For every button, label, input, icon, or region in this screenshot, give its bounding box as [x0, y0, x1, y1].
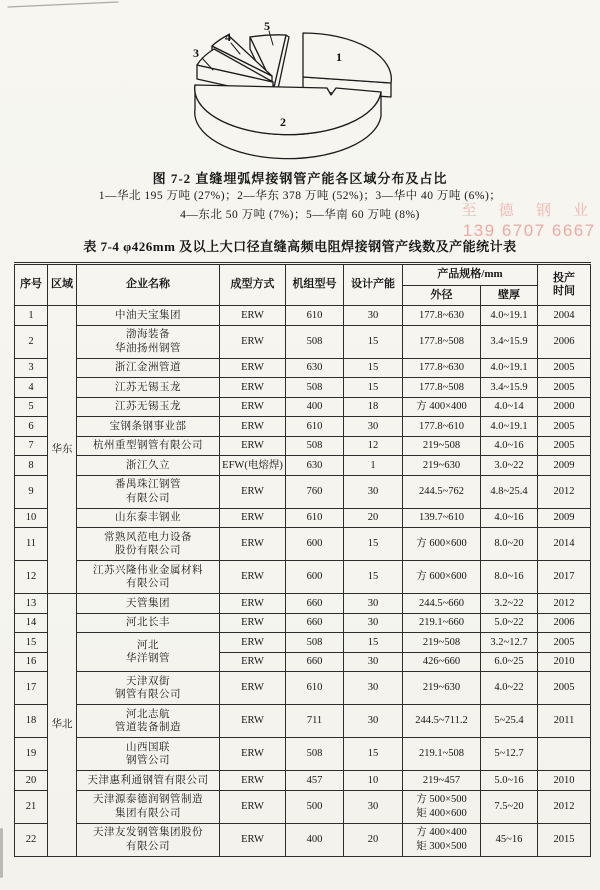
cell-od: 方 500×500 矩 400×600: [403, 790, 481, 823]
cell-capacity: 15: [344, 325, 403, 358]
cell-no: 18: [15, 705, 48, 738]
cell-od: 244.5~762: [403, 475, 481, 508]
cell-forming: ERW: [220, 561, 286, 594]
cell-no: 7: [15, 436, 48, 456]
cell-no: 15: [15, 633, 48, 653]
pie-chart: [0, 0, 600, 165]
cell-capacity: 30: [344, 790, 403, 823]
cell-wt: 3.2~22: [481, 594, 538, 614]
cell-forming: ERW: [220, 417, 286, 437]
cell-no: 1: [15, 306, 48, 326]
cell-year: 2012: [538, 594, 591, 614]
header-spec: 产品规格/mm: [403, 264, 538, 286]
cell-unit: 457: [286, 771, 344, 791]
cell-unit: 600: [286, 561, 344, 594]
table-row: [15, 456, 591, 476]
cell-unit: 660: [286, 594, 344, 614]
cell-capacity: 30: [344, 613, 403, 633]
cell-forming: ERW: [220, 613, 286, 633]
cell-wt: 4.8~25.4: [481, 475, 538, 508]
table-row: [15, 397, 591, 417]
cell-unit: 711: [286, 705, 344, 738]
cell-wt: 4.0~19.1: [481, 306, 538, 326]
cell-unit: 508: [286, 738, 344, 771]
table-row: [15, 475, 591, 508]
figure-caption-line2: 4—东北 50 万吨 (7%)；5—华南 60 万吨 (8%): [180, 209, 420, 221]
cell-unit: 660: [286, 613, 344, 633]
cell-year: 2009: [538, 456, 591, 476]
header-region: 区域: [48, 264, 77, 306]
table-row: [15, 508, 591, 528]
cell-year: 2005: [538, 436, 591, 456]
table-row: [15, 378, 591, 398]
header-year-line1: 投产: [553, 271, 576, 284]
cell-capacity: 20: [344, 508, 403, 528]
cell-year: 2017: [538, 561, 591, 594]
cell-wt: 4.0~16: [481, 436, 538, 456]
cell-year: 2006: [538, 613, 591, 633]
cell-unit: 400: [286, 397, 344, 417]
cell-unit: 508: [286, 325, 344, 358]
cell-year: 2012: [538, 475, 591, 508]
cell-od: 219.1~508: [403, 738, 481, 771]
cell-forming: ERW: [220, 790, 286, 823]
cell-year: 2006: [538, 325, 591, 358]
cell-unit: 610: [286, 417, 344, 437]
cell-forming: ERW: [220, 823, 286, 856]
cell-year: 2009: [538, 508, 591, 528]
cell-unit: 660: [286, 652, 344, 672]
cell-year: 2010: [538, 652, 591, 672]
header-year: [538, 264, 591, 306]
cell-capacity: 15: [344, 738, 403, 771]
cell-od: 177.8~508: [403, 325, 481, 358]
pie-label-1: 1: [336, 50, 342, 64]
statistics-table: [14, 262, 591, 857]
cell-no: 2: [15, 325, 48, 358]
cell-forming: ERW: [220, 771, 286, 791]
cell-od: 426~660: [403, 652, 481, 672]
cell-forming: ERW: [220, 672, 286, 705]
cell-wt: 4.0~16: [481, 508, 538, 528]
table-row: [15, 325, 591, 358]
cell-no: 17: [15, 672, 48, 705]
table-row: [15, 436, 591, 456]
table-row: [15, 417, 591, 437]
cell-no: 16: [15, 652, 48, 672]
cell-company: 天津源泰德润钢管制造 集团有限公司: [77, 790, 220, 823]
cell-forming: ERW: [220, 705, 286, 738]
cell-wt: 4.0~19.1: [481, 358, 538, 378]
cell-company: 常熟风范电力设备 股份有限公司: [77, 528, 220, 561]
pie-label-3: 3: [193, 46, 199, 60]
cell-capacity: 10: [344, 771, 403, 791]
watermark-phone: 139 6707 6667: [462, 221, 596, 240]
table-row: [15, 771, 591, 791]
cell-capacity: 30: [344, 475, 403, 508]
cell-company: 山东泰丰钢业: [77, 508, 220, 528]
cell-wt: 5.0~22: [481, 613, 538, 633]
cell-wt: 5~25.4: [481, 705, 538, 738]
cell-year: 2011: [538, 705, 591, 738]
cell-od: 177.8~630: [403, 306, 481, 326]
cell-company: 天津双街 钢管有限公司: [77, 672, 220, 705]
cell-capacity: 30: [344, 417, 403, 437]
cell-year: 2000: [538, 397, 591, 417]
cell-od: 244.5~711.2: [403, 705, 481, 738]
cell-forming: ERW: [220, 358, 286, 378]
cell-wt: 45~16: [481, 823, 538, 856]
cell-year: 2015: [538, 823, 591, 856]
header-no: 序号: [15, 264, 48, 306]
cell-company: 天津友发钢管集团股份 有限公司: [77, 823, 220, 856]
cell-company: 番禺珠江钢管 有限公司: [77, 475, 220, 508]
cell-wt: 4.0~19.1: [481, 417, 538, 437]
cell-company: 杭州重型钢管有限公司: [77, 436, 220, 456]
cell-capacity: 30: [344, 672, 403, 705]
cell-od: 219~457: [403, 771, 481, 791]
cell-capacity: 30: [344, 594, 403, 614]
table-row: [15, 594, 591, 614]
cell-no: 8: [15, 456, 48, 476]
cell-od: 219.1~660: [403, 613, 481, 633]
table-header: [15, 264, 591, 306]
cell-company: 河北志航 管道装备制造: [77, 705, 220, 738]
cell-od: 方 600×600: [403, 528, 481, 561]
pie-label-4: 4: [225, 30, 231, 44]
header-wt: 壁厚: [481, 285, 538, 306]
cell-company: 浙江久立: [77, 456, 220, 476]
cell-no: 19: [15, 738, 48, 771]
cell-company: 渤海装备 华油扬州钢管: [77, 325, 220, 358]
cell-od: 219~508: [403, 436, 481, 456]
cell-od: 方 600×600: [403, 561, 481, 594]
cell-forming: ERW: [220, 306, 286, 326]
cell-company: 河北长丰: [77, 613, 220, 633]
cell-forming: ERW: [220, 436, 286, 456]
cell-od: 177.8~610: [403, 417, 481, 437]
cell-company: 江苏无锡玉龙: [77, 397, 220, 417]
cell-company: 江苏无锡玉龙: [77, 378, 220, 398]
cell-year: 2012: [538, 790, 591, 823]
cell-company: 河北 华洋钢管: [77, 633, 220, 672]
cell-capacity: 12: [344, 436, 403, 456]
cell-capacity: 15: [344, 378, 403, 398]
cell-unit: 610: [286, 672, 344, 705]
cell-no: 13: [15, 594, 48, 614]
cell-company: 浙江金洲管道: [77, 358, 220, 378]
cell-region: 华东: [48, 306, 77, 594]
cell-year: 2004: [538, 306, 591, 326]
table-row: [15, 705, 591, 738]
cell-od: 219~508: [403, 633, 481, 653]
table-row: [15, 738, 591, 771]
cell-wt: 3.4~15.9: [481, 378, 538, 398]
cell-no: 22: [15, 823, 48, 856]
cell-capacity: 15: [344, 358, 403, 378]
table-body: [15, 306, 591, 857]
cell-wt: 5.0~16: [481, 771, 538, 791]
cell-unit: 508: [286, 633, 344, 653]
cell-od: 方 400×400: [403, 397, 481, 417]
cell-no: 12: [15, 561, 48, 594]
cell-forming: ERW: [220, 594, 286, 614]
table-row: [15, 823, 591, 856]
cell-company: 天津惠利通钢管有限公司: [77, 771, 220, 791]
figure-caption-line1: 1—华北 195 万吨 (27%)；2—华东 378 万吨 (52%)；3—华中 40 万吨 (6%)；: [98, 190, 502, 202]
cell-year: 2014: [538, 528, 591, 561]
cell-forming: ERW: [220, 475, 286, 508]
cell-wt: 8.0~20: [481, 528, 538, 561]
cell-capacity: 18: [344, 397, 403, 417]
cell-od: 177.8~630: [403, 358, 481, 378]
cell-od: 244.5~660: [403, 594, 481, 614]
cell-forming: ERW: [220, 508, 286, 528]
cell-od: 219~630: [403, 672, 481, 705]
cell-year: 2005: [538, 672, 591, 705]
cell-capacity: 15: [344, 561, 403, 594]
table-row: [15, 790, 591, 823]
cell-no: 9: [15, 475, 48, 508]
header-capacity: 设计产能: [344, 264, 403, 306]
header-od: 外径: [403, 285, 481, 306]
scan-edge-shadow: [0, 828, 3, 878]
cell-region: 华北: [48, 594, 77, 857]
cell-forming: ERW: [220, 652, 286, 672]
cell-wt: 5~12.7: [481, 738, 538, 771]
cell-forming: ERW: [220, 378, 286, 398]
cell-wt: 8.0~16: [481, 561, 538, 594]
cell-company: 天管集团: [77, 594, 220, 614]
cell-od: 方 400×400 矩 300×500: [403, 823, 481, 856]
cell-unit: 600: [286, 528, 344, 561]
cell-no: 21: [15, 790, 48, 823]
cell-capacity: 20: [344, 823, 403, 856]
cell-capacity: 1: [344, 456, 403, 476]
cell-year: [538, 738, 591, 771]
cell-od: 177.8~508: [403, 378, 481, 398]
table-row: [15, 306, 591, 326]
cell-no: 20: [15, 771, 48, 791]
cell-wt: 3.2~12.7: [481, 633, 538, 653]
cell-unit: 610: [286, 306, 344, 326]
cell-no: 6: [15, 417, 48, 437]
cell-year: 2005: [538, 417, 591, 437]
figure-caption-title: 图 7-2 直缝埋弧焊接钢管产能各区域分布及占比: [152, 171, 448, 186]
pie-label-2: 2: [280, 115, 286, 129]
table-row: [15, 528, 591, 561]
cell-unit: 760: [286, 475, 344, 508]
cell-year: 2005: [538, 633, 591, 653]
cell-year: 2010: [538, 771, 591, 791]
cell-no: 10: [15, 508, 48, 528]
header-company: 企业名称: [77, 264, 220, 306]
header-forming: 成型方式: [220, 264, 286, 306]
cell-unit: 630: [286, 358, 344, 378]
pie-label-5: 5: [264, 19, 270, 33]
cell-wt: 3.0~22: [481, 456, 538, 476]
cell-unit: 400: [286, 823, 344, 856]
cell-no: 3: [15, 358, 48, 378]
cell-unit: 610: [286, 508, 344, 528]
cell-wt: 3.4~15.9: [481, 325, 538, 358]
header-year-line2: 时间: [553, 285, 576, 297]
scan-crease: [8, 2, 118, 7]
cell-forming: ERW: [220, 633, 286, 653]
cell-unit: 500: [286, 790, 344, 823]
cell-company: 山西国联 钢管公司: [77, 738, 220, 771]
cell-od: 139.7~610: [403, 508, 481, 528]
cell-forming: ERW: [220, 738, 286, 771]
table-row: [15, 633, 591, 653]
cell-company: 宝钢条钢事业部: [77, 417, 220, 437]
cell-wt: 4.0~22: [481, 672, 538, 705]
cell-year: 2005: [538, 378, 591, 398]
cell-wt: 6.0~25: [481, 652, 538, 672]
pie-slice-2: [195, 85, 381, 159]
cell-no: 4: [15, 378, 48, 398]
header-unit: 机组型号: [286, 264, 344, 306]
cell-capacity: 30: [344, 705, 403, 738]
cell-no: 11: [15, 528, 48, 561]
cell-forming: ERW: [220, 325, 286, 358]
cell-unit: 508: [286, 436, 344, 456]
table-row: [15, 358, 591, 378]
cell-wt: 4.0~14: [481, 397, 538, 417]
cell-unit: 630: [286, 456, 344, 476]
cell-wt: 7.5~20: [481, 790, 538, 823]
table-row: [15, 672, 591, 705]
cell-unit: 508: [286, 378, 344, 398]
cell-capacity: 30: [344, 306, 403, 326]
watermark-company: 至 德 钢 业: [461, 202, 597, 219]
cell-company: 江苏兴隆伟业金属材料 有限公司: [77, 561, 220, 594]
cell-capacity: 15: [344, 528, 403, 561]
cell-no: 14: [15, 613, 48, 633]
cell-od: 219~630: [403, 456, 481, 476]
cell-capacity: 15: [344, 633, 403, 653]
cell-company: 中油天宝集团: [77, 306, 220, 326]
table-row: [15, 613, 591, 633]
cell-capacity: 30: [344, 652, 403, 672]
cell-forming: ERW: [220, 528, 286, 561]
cell-no: 5: [15, 397, 48, 417]
cell-forming: ERW: [220, 397, 286, 417]
cell-forming: EFW(电熔焊): [220, 456, 286, 476]
table-row: [15, 561, 591, 594]
table-title: 表 7-4 φ426mm 及以上大口径直缝高频电阻焊接钢管产线数及产能统计表: [83, 239, 517, 254]
cell-year: 2005: [538, 358, 591, 378]
